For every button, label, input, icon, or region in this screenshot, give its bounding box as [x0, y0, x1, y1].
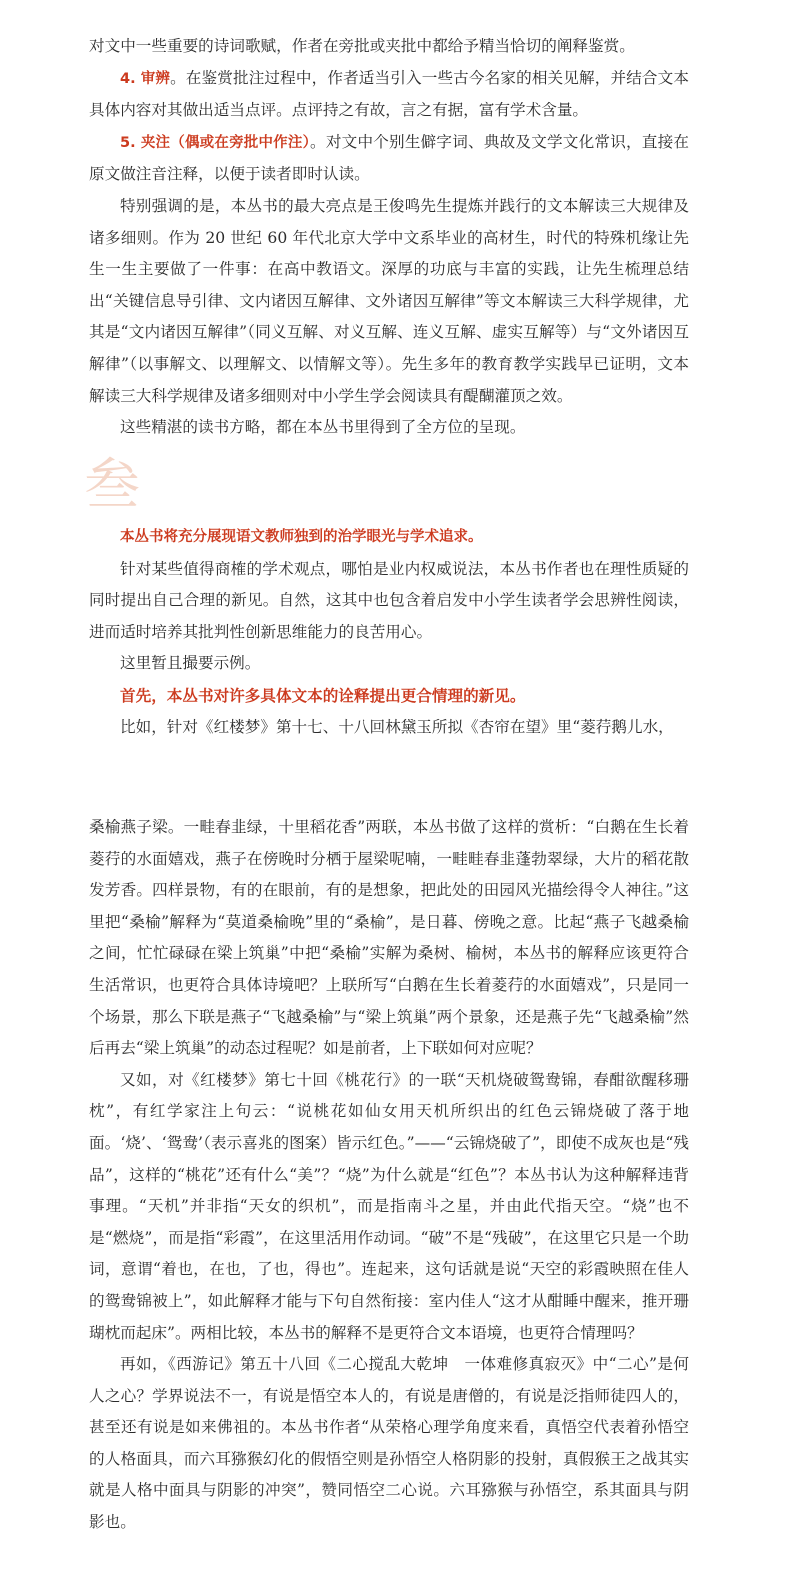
paragraph-review: [89, 63, 689, 127]
item-text-review: 。在鉴赏批注过程中，作者适当引入一些古今名家的相关见解，并结合文本具体内容对其做出适当点评。点评持之有故，言之有据，富有学术含量。: [89, 68, 689, 120]
item-label-annotation: 5. 夹注（偶或在旁批中作注）: [120, 134, 311, 151]
section-numeral: 叁: [84, 453, 140, 518]
section-heading: 本丛书将充分展现语文教师独到的治学眼光与学术追求。: [120, 529, 483, 545]
item-label-review: 4. 审辨: [120, 70, 171, 87]
paragraph-example-journey: 再如，《西游记》第五十八回《二心搅乱大乾坤 一体难修真寂灭》中“二心”是何人之心？学界说法不一，有说是悟空本人的，有说是唐僧的，有说是泛指师徒四人的，甚至还有说是如来佛祖的。本丛书作者“从荣格心理学角度来看，真悟空代表着孙悟空的人格面具，而六耳猕猴幻化的假悟空则是孙悟空人格阴影的投射，真假猴王之战其实就是人格中面具与阴影的冲突”，赞同悟空二心说。六耳猕猴与孙悟空，系其面具与阴影也。: [89, 1355, 689, 1532]
paragraph-critique: 针对某些值得商榷的学术观点，哪怕是业内权威说法，本丛书作者也在理性质疑的同时提出自己合理的新见。自然，这其中也包含着启发中小学生读者学会思辨性阅读，进而适时培养其批判性创新思维能力的良苦用心。: [89, 559, 689, 641]
text-block-top: [89, 31, 689, 444]
paragraph-summary: 这些精湛的读书方略，都在本丛书里得到了全方位的呈现。: [120, 418, 526, 437]
paragraph-example-continued: 桑榆燕子梁。一畦春韭绿，十里稻花香”两联，本丛书做了这样的赏析：“白鹅在生长着菱荇的水面嬉戏，燕子在傍晚时分栖于屋梁呢喃，一畦畦春韭蓬勃翠绿，大片的稻花散发芳香。四样景物，有的在眼前，有的是想象，把此处的田园风光描绘得令人神往。”这里把“桑榆”解释为“莫道桑榆晚”里的“桑榆”，是日暮、傍晚之意。比起“燕子飞越桑榆之间，忙忙碌碌在梁上筑巢”中把“桑榆”实解为桑树、榆树，本丛书的解释应该更符合生活常识，也更符合具体诗境吧？上联所写“白鹅在生长着菱荇的水面嬉戏”，只是同一个场景，那么下联是燕子“飞越桑榆”与“梁上筑巢”两个景象，还是燕子先“飞越桑榆”然后再去“梁上筑巢”的动态过程呢？如是前者，上下联如何对应呢？: [89, 818, 689, 1058]
paragraph-examples-intro: 这里暂且撮要示例。: [120, 654, 261, 673]
text-block-bottom: [89, 812, 689, 1539]
paragraph-example-peach: 又如，对《红楼梦》第七十回《桃花行》的一联“天机烧破鸳鸯锦，春酣欲醒移珊枕”，有红学家注上句云：“说桃花如仙女用天机所织出的红色云锦烧破了落于地面。‘烧’、‘鸳鸯’（表示喜兆的图案）皆示红色。”——“云锦烧破了”，即使不成灰也是“残品”，这样的“桃花”还有什么“美”？“烧”为什么就是“红色”？本丛书认为这种解释违背事理。“天机”并非指“天女的织机”，而是指南斗之星，并由此代指天空。“烧”也不是“燃烧”，而是指“彩霞”，在这里活用作动词。“破”不是“残破”，在这里它只是一个助词，意谓“着也，在也，了也，得也”。连起来，这句话就是说“天空的彩霞映照在佳人的鸳鸯锦被上”，如此解释才能与下句自然衔接：室内佳人“这才从酣睡中醒来，推开珊瑚枕而起床”。两相比较，本丛书的解释不是更符合文本语境，也更符合情理吗？: [89, 1070, 689, 1342]
item-text-annotation: 。对文中个别生僻字词、典故及文学文化常识，直接在原文做注音注释，以便于读者即时认读。: [89, 132, 689, 184]
paragraph-example-start: 比如，针对《红楼梦》第十七、十八回林黛玉所拟《杏帘在望》里“菱荇鹅儿水，: [120, 717, 674, 736]
paragraph-first-point: 首先，本丛书对许多具体文本的诠释提出更合情理的新见。: [120, 685, 526, 705]
paragraph-appreciation: 对文中一些重要的诗词歌赋，作者在旁批或夹批中都给予精当恰切的阐释鉴赏。: [89, 37, 635, 55]
text-block-middle: [89, 522, 689, 743]
paragraph-annotation: [89, 127, 689, 191]
paragraph-highlight: 特别强调的是，本丛书的最大亮点是王俊鸣先生提炼并践行的文本解读三大规律及诸多细则。作为 20 世纪 60 年代北京大学中文系毕业的高材生，时代的特殊机缘让先生一生主要做了一件事：在高中教语文。深厚的功底与丰富的实践，让先生梳理总结出“关键信息导引律、文内诸因互解律、文外诸因互解律”等文本解读三大科学规律，尤其是“文内诸因互解律”（同义互解、对义互解、连义互解、虚实互解等）与“文外诸因互解律”（以事解文、以理解文、以情解文等）。先生多年的教育教学实践早已证明，文本解读三大科学规律及诸多细则对中小学生学会阅读具有醍醐灌顶之效。: [89, 196, 689, 405]
